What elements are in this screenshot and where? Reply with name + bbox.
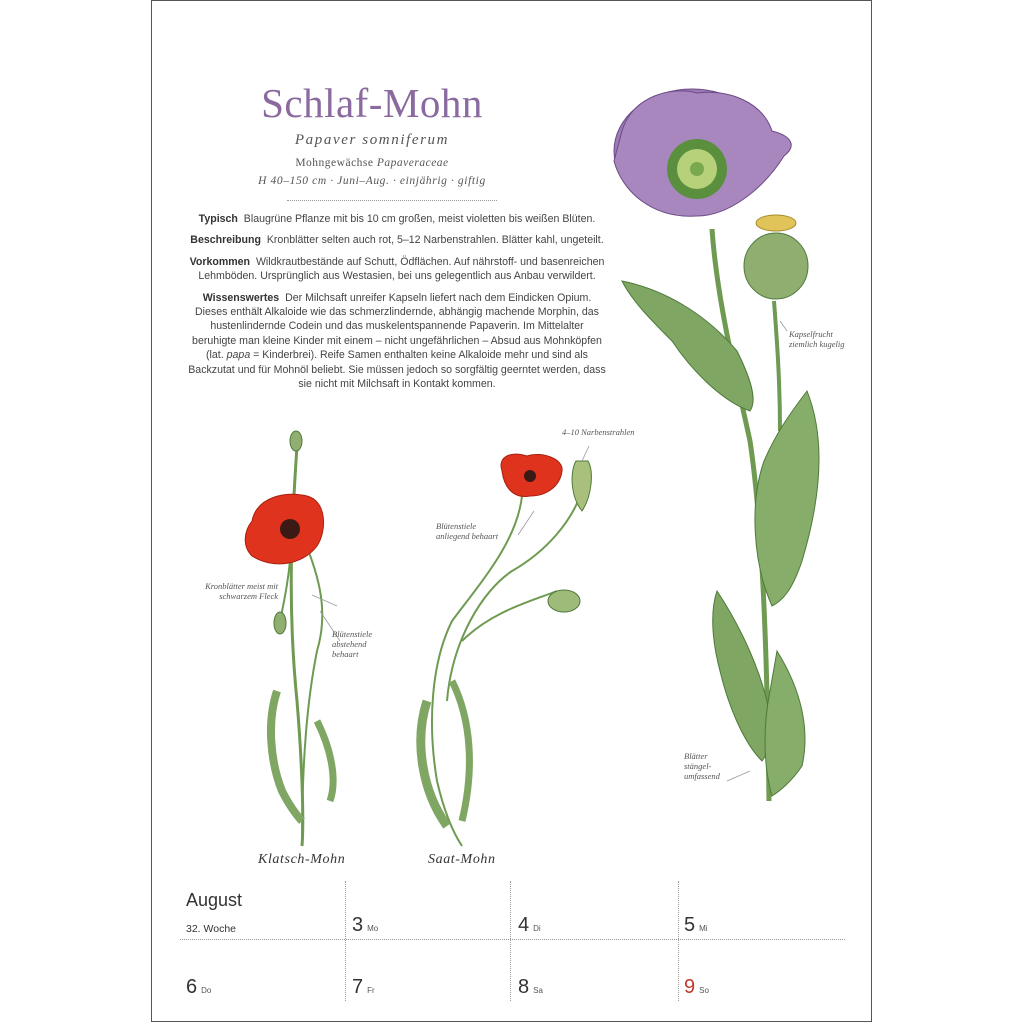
annotation-blaetter: Blätter stängel-umfassend bbox=[684, 751, 720, 781]
day-number: 4 bbox=[518, 914, 530, 936]
family-german: Mohngewächse bbox=[295, 157, 374, 169]
day-number: 7 bbox=[352, 976, 364, 998]
calendar-column-divider bbox=[345, 881, 346, 1001]
day-number: 9 bbox=[684, 976, 696, 998]
calendar-column-divider bbox=[510, 881, 511, 1001]
wissen-italic: papa bbox=[226, 349, 251, 362]
latin-name: Papaver somniferum bbox=[294, 132, 450, 148]
calendar-day[interactable] bbox=[352, 976, 375, 999]
leader-line bbox=[312, 595, 337, 606]
week-label: 32. Woche bbox=[186, 923, 237, 935]
day-of-week: Fr bbox=[367, 986, 375, 995]
leader-line bbox=[518, 511, 534, 535]
day-of-week: Mi bbox=[699, 924, 708, 933]
calendar-day[interactable] bbox=[518, 976, 543, 999]
wissen-text-1: Der Milchsaft unreifer Kapseln liefert nach dem Eindicken Opium. Dieses enthält Alkaloide wie das schmerzlindernde, abhängig machende Morphin, das hustenlindernde Codein und das muskelentspannende Papaverin. Im Mittelalter beruhigte man kleine Kinder mit einem – nicht ungefährlichen – Absud aus Mohnköpfen (lat. bbox=[192, 291, 602, 362]
caption-saat-mohn: Saat-Mohn bbox=[428, 852, 496, 867]
plant-meta: H 40–150 cm · Juni–Aug. · einjährig · giftig bbox=[258, 175, 486, 187]
day-of-week: Di bbox=[533, 924, 541, 933]
beschreibung-text: Kronblätter selten auch rot, 5–12 Narbenstrahlen. Blätter kahl, ungeteilt. bbox=[266, 234, 604, 247]
caption-klatsch-mohn: Klatsch-Mohn bbox=[258, 852, 346, 867]
day-number: 5 bbox=[684, 914, 696, 936]
annotation-bluetenstiele-anliegend: Blütenstiele anliegend behaart bbox=[436, 521, 499, 541]
wissen-label: Wissenswertes bbox=[202, 291, 280, 304]
day-number: 3 bbox=[352, 914, 364, 936]
day-of-week: Sa bbox=[533, 986, 543, 995]
day-number: 8 bbox=[518, 976, 530, 998]
day-of-week: So bbox=[699, 986, 709, 995]
botanical-illustration bbox=[152, 1, 873, 881]
beschreibung-label: Beschreibung bbox=[190, 234, 261, 247]
page-title: Schlaf-Mohn bbox=[261, 80, 483, 126]
day-of-week: Do bbox=[201, 986, 212, 995]
typisch-text: Blaugrüne Pflanze mit bis 10 cm großen, meist violetten bis weißen Blüten. bbox=[243, 213, 596, 225]
week-calendar bbox=[152, 881, 873, 1023]
leader-line bbox=[582, 446, 589, 461]
annotation-bluetenstiele-abstehend: Blütenstiele abstehend behaart bbox=[332, 629, 373, 659]
calendar-column-divider bbox=[678, 881, 679, 1001]
wissen-text-2: = Kinderbrei). Reife Samen enthalten keine Alkaloide mehr und sind als Backzutat und für Mohnöl beliebt. Sie müssen jedoch so sorgfältig geerntet werden, dass sie nicht mit Milchsaft in Kontakt kommen. bbox=[188, 349, 606, 391]
leader-line bbox=[780, 321, 787, 331]
annotation-narbenstrahlen: 4–10 Narbenstrahlen bbox=[562, 427, 635, 437]
calendar-divider bbox=[180, 939, 845, 940]
calendar-day[interactable] bbox=[186, 976, 211, 999]
typisch-label: Typisch bbox=[198, 213, 238, 225]
calendar-day[interactable] bbox=[684, 914, 708, 937]
annotation-kronblaetter: Kronblätter meist mit schwarzem Fleck bbox=[205, 581, 278, 601]
annotation-kapselfrucht: Kapselfrucht ziemlich kugelig bbox=[789, 329, 845, 349]
vorkommen-label: Vorkommen bbox=[189, 255, 251, 268]
calendar-page bbox=[151, 0, 872, 1022]
corn-poppy-illustration bbox=[245, 431, 333, 846]
calendar-day-sunday[interactable] bbox=[684, 976, 709, 999]
vorkommen-text: Wildkrautbestände auf Schutt, Ödflächen. Auf nährstoff- und basenreichen Lehmböden. Ursprünglich aus Westasien, bei uns gelegentlich aus Anbau verwildert. bbox=[198, 255, 605, 283]
opium-poppy-illustration bbox=[614, 89, 819, 801]
day-number: 6 bbox=[186, 976, 198, 998]
long-headed-poppy-illustration bbox=[421, 454, 592, 846]
calendar-day[interactable] bbox=[352, 914, 378, 937]
month-label: August bbox=[186, 890, 243, 910]
family-latin: Papaveraceae bbox=[376, 157, 449, 169]
day-of-week: Mo bbox=[367, 924, 379, 933]
calendar-day[interactable] bbox=[518, 914, 541, 937]
